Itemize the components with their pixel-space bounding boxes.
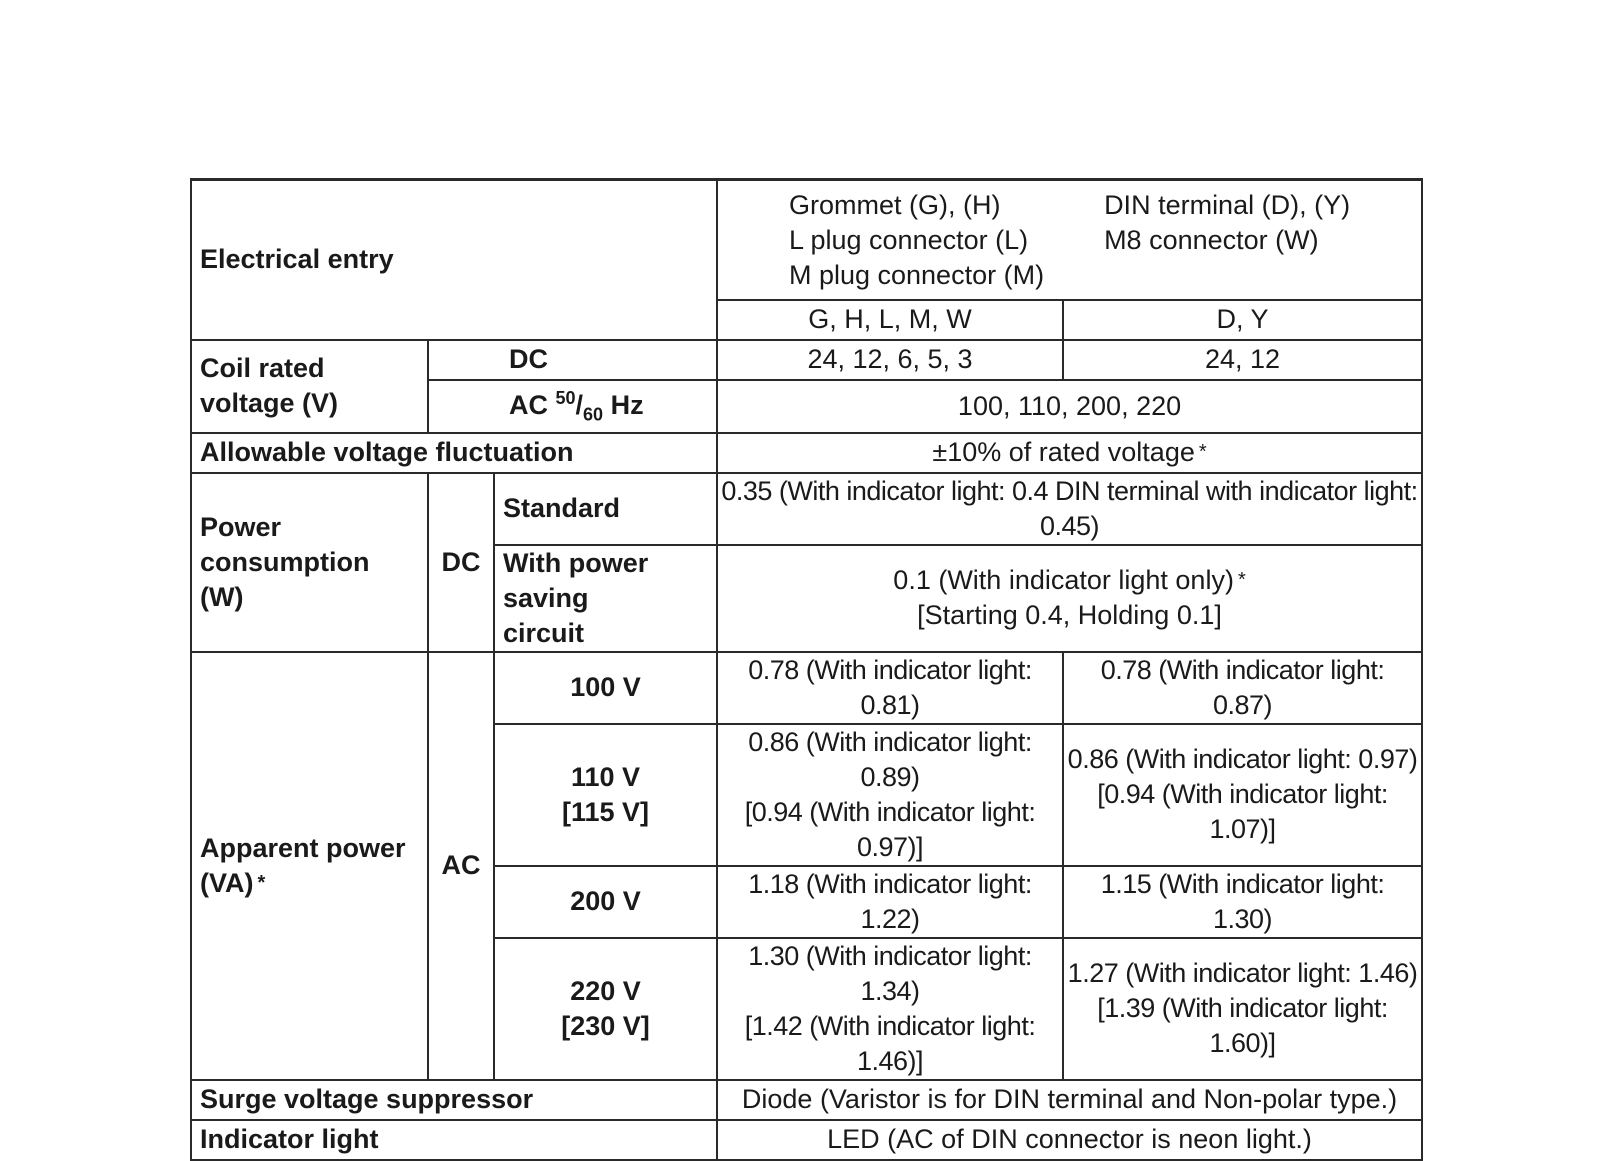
apparent-100-col2: 0.78 (With indicator light: 0.87)	[1063, 652, 1422, 724]
coil-dc-col1: 24, 12, 6, 5, 3	[717, 340, 1063, 380]
column-header-d-y: D, Y	[1063, 300, 1422, 340]
coil-dc-label: DC	[428, 340, 717, 380]
footnote-mark: *	[257, 871, 266, 894]
apparent-220-col1: 1.30 (With indicator light: 1.34) [1.42 (With indicator light: 1.46)]	[717, 938, 1063, 1080]
entry-types-left: Grommet (G), (H) L plug connector (L) M plug connector (M)	[788, 190, 1045, 291]
apparent-110-col1: 0.86 (With indicator light: 0.89) [0.94 (With indicator light: 0.97)]	[717, 724, 1063, 866]
apparent-power-label: Apparent power (VA) *	[191, 652, 428, 1080]
coil-rated-voltage-label: Coil rated voltage (V)	[191, 340, 428, 433]
apparent-voltage-100: 100 V	[494, 652, 717, 724]
apparent-voltage-200: 200 V	[494, 866, 717, 938]
power-consumption-label: Power consumption (W)	[191, 473, 428, 652]
allowable-voltage-fluctuation-value: ±10% of rated voltage *	[717, 433, 1422, 473]
indicator-light-label: Indicator light	[191, 1120, 717, 1160]
coil-ac-value: 100, 110, 200, 220	[717, 380, 1422, 433]
surge-voltage-suppressor-value: Diode (Varistor is for DIN terminal and Non-polar type.)	[717, 1080, 1422, 1120]
indicator-light-value: LED (AC of DIN connector is neon light.)	[717, 1120, 1422, 1160]
specifications-table	[190, 178, 1423, 1161]
surge-voltage-suppressor-label: Surge voltage suppressor	[191, 1080, 717, 1120]
entry-types-right: DIN terminal (D), (Y) M8 connector (W)	[1104, 190, 1351, 256]
apparent-power-ac-label: AC	[428, 652, 494, 1080]
power-consumption-dc-label: DC	[428, 473, 494, 652]
apparent-200-col1: 1.18 (With indicator light: 1.22)	[717, 866, 1063, 938]
apparent-200-col2: 1.15 (With indicator light: 1.30)	[1063, 866, 1422, 938]
power-saving-label: With power saving circuit	[494, 545, 717, 652]
apparent-220-col2: 1.27 (With indicator light: 1.46) [1.39 (With indicator light: 1.60)]	[1063, 938, 1422, 1080]
apparent-100-col1: 0.78 (With indicator light: 0.81)	[717, 652, 1063, 724]
allowable-voltage-fluctuation-label: Allowable voltage fluctuation	[191, 433, 717, 473]
electrical-entry-types	[717, 180, 1422, 300]
standard-label: Standard	[494, 473, 717, 545]
apparent-voltage-110: 110 V [115 V]	[494, 724, 717, 866]
column-header-g-h-l-m-w: G, H, L, M, W	[717, 300, 1063, 340]
footnote-mark: *	[1198, 441, 1207, 464]
footnote-mark: *	[1237, 569, 1246, 592]
coil-ac-label: AC $^{50}/_{60}$ Hz	[428, 380, 717, 433]
apparent-voltage-220: 220 V [230 V]	[494, 938, 717, 1080]
standard-value: 0.35 (With indicator light: 0.4 DIN terminal with indicator light: 0.45)	[717, 473, 1422, 545]
apparent-110-col2: 0.86 (With indicator light: 0.97) [0.94 (With indicator light: 1.07)]	[1063, 724, 1422, 866]
electrical-entry-label: Electrical entry	[191, 180, 717, 340]
coil-dc-col2: 24, 12	[1063, 340, 1422, 380]
power-saving-value: 0.1 (With indicator light only) * [Starting 0.4, Holding 0.1]	[717, 545, 1422, 652]
